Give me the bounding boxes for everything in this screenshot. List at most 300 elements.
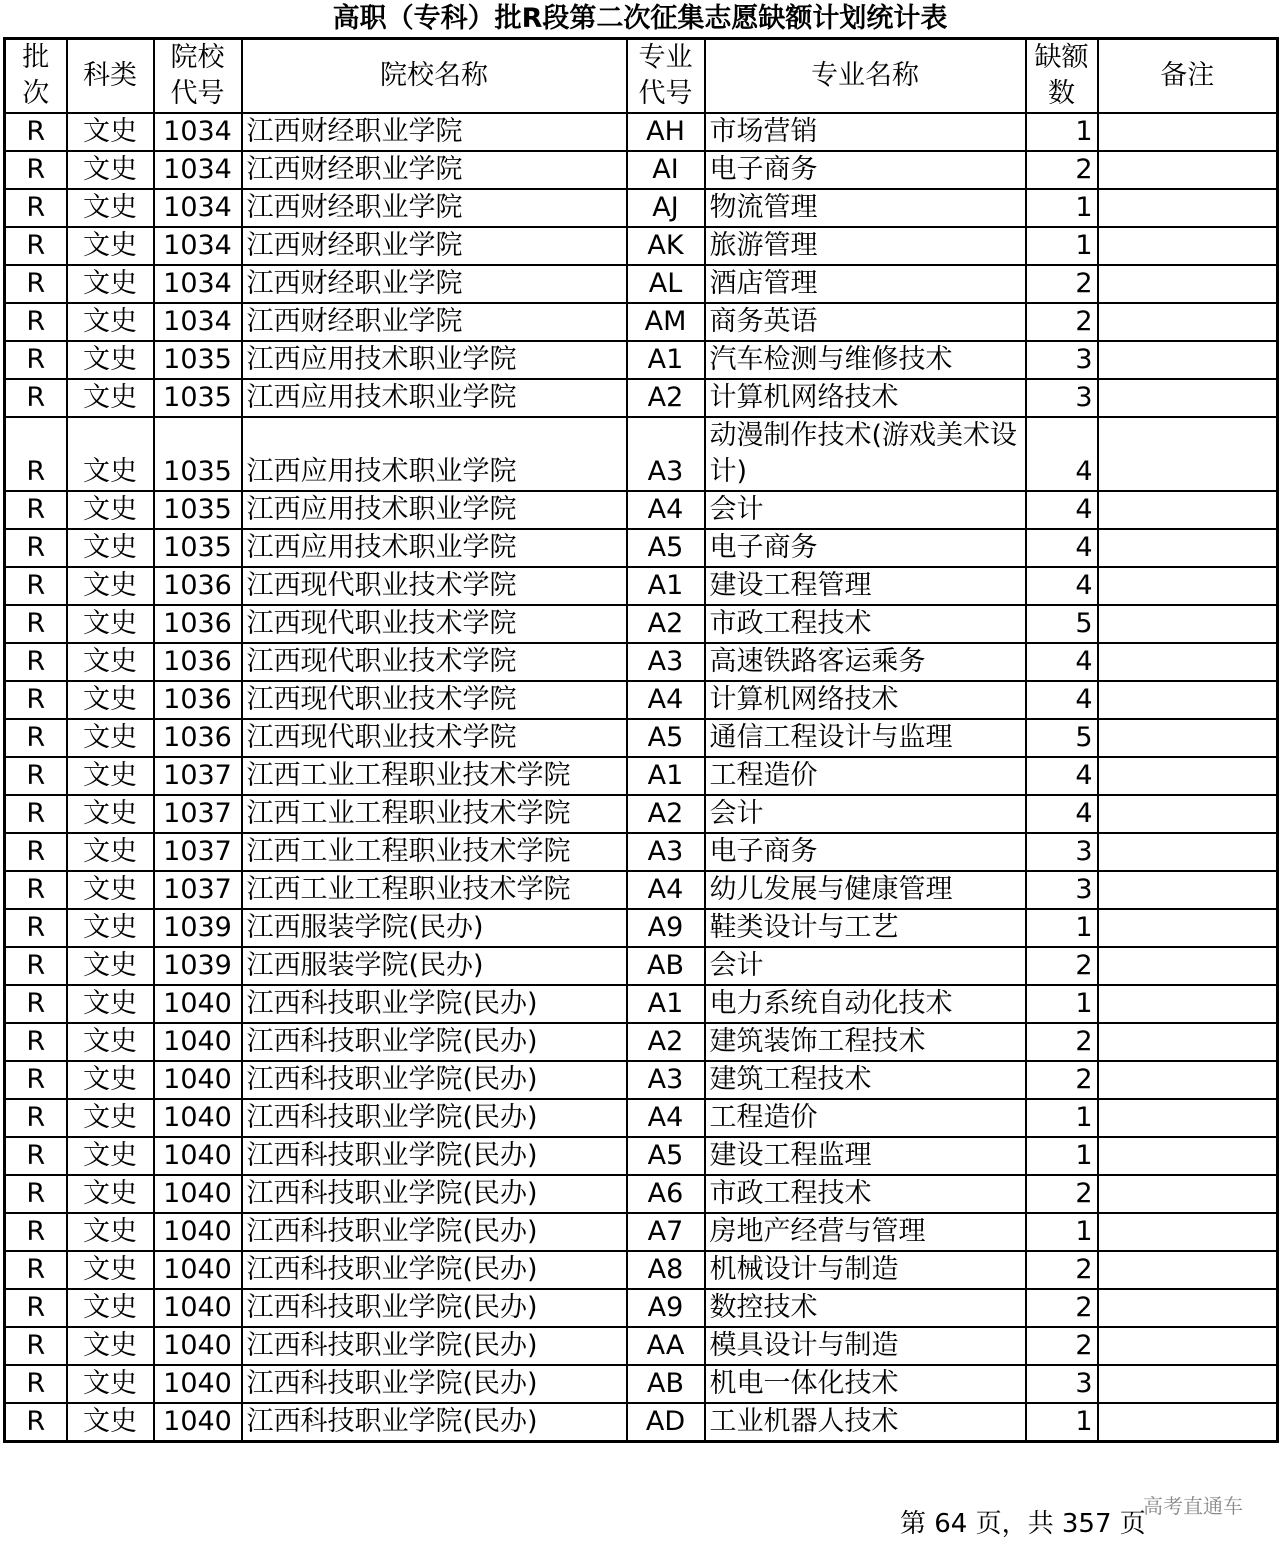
cell-vacancy: 5 bbox=[1026, 605, 1098, 643]
table-row bbox=[5, 1175, 1278, 1213]
cell-batch: R bbox=[5, 1175, 67, 1213]
table-row bbox=[5, 491, 1278, 529]
cell-category: 文史 bbox=[67, 529, 154, 567]
cell-vacancy: 3 bbox=[1026, 1365, 1098, 1403]
cell-category: 文史 bbox=[67, 1099, 154, 1137]
cell-vacancy: 4 bbox=[1026, 491, 1098, 529]
cell-school-name: 江西应用技术职业学院 bbox=[242, 341, 627, 379]
cell-school-name: 江西现代职业技术学院 bbox=[242, 643, 627, 681]
cell-major-code: A8 bbox=[627, 1251, 705, 1289]
cell-vacancy: 2 bbox=[1026, 1175, 1098, 1213]
cell-major-code: A1 bbox=[627, 341, 705, 379]
cell-school-code: 1039 bbox=[154, 947, 242, 985]
cell-school-name: 江西科技职业学院(民办) bbox=[242, 1213, 627, 1251]
cell-school-name: 江西科技职业学院(民办) bbox=[242, 1327, 627, 1365]
cell-major-name: 计算机网络技术 bbox=[705, 379, 1026, 417]
cell-major-name: 数控技术 bbox=[705, 1289, 1026, 1327]
cell-vacancy: 2 bbox=[1026, 1251, 1098, 1289]
cell-major-name: 旅游管理 bbox=[705, 227, 1026, 265]
cell-major-name: 会计 bbox=[705, 491, 1026, 529]
cell-vacancy: 1 bbox=[1026, 1099, 1098, 1137]
cell-major-code: A3 bbox=[627, 643, 705, 681]
header-row bbox=[5, 39, 1278, 114]
cell-school-code: 1040 bbox=[154, 1137, 242, 1175]
cell-remarks bbox=[1098, 1365, 1278, 1403]
table-row bbox=[5, 719, 1278, 757]
cell-category: 文史 bbox=[67, 1137, 154, 1175]
cell-category: 文史 bbox=[67, 985, 154, 1023]
cell-remarks bbox=[1098, 1327, 1278, 1365]
cell-major-name: 市政工程技术 bbox=[705, 1175, 1026, 1213]
cell-school-name: 江西现代职业技术学院 bbox=[242, 605, 627, 643]
table-row bbox=[5, 265, 1278, 303]
cell-major-code: A4 bbox=[627, 491, 705, 529]
cell-vacancy: 2 bbox=[1026, 1327, 1098, 1365]
cell-remarks bbox=[1098, 189, 1278, 227]
cell-major-code: AB bbox=[627, 1365, 705, 1403]
cell-category: 文史 bbox=[67, 909, 154, 947]
cell-school-name: 江西现代职业技术学院 bbox=[242, 719, 627, 757]
cell-vacancy: 2 bbox=[1026, 1023, 1098, 1061]
cell-school-name: 江西服装学院(民办) bbox=[242, 947, 627, 985]
cell-category: 文史 bbox=[67, 757, 154, 795]
cell-school-name: 江西应用技术职业学院 bbox=[242, 379, 627, 417]
cell-vacancy: 3 bbox=[1026, 833, 1098, 871]
cell-batch: R bbox=[5, 113, 67, 151]
cell-remarks bbox=[1098, 757, 1278, 795]
cell-school-name: 江西科技职业学院(民办) bbox=[242, 1175, 627, 1213]
cell-school-name: 江西财经职业学院 bbox=[242, 303, 627, 341]
cell-school-name: 江西财经职业学院 bbox=[242, 265, 627, 303]
cell-batch: R bbox=[5, 643, 67, 681]
cell-remarks bbox=[1098, 1137, 1278, 1175]
cell-batch: R bbox=[5, 1023, 67, 1061]
cell-batch: R bbox=[5, 795, 67, 833]
cell-category: 文史 bbox=[67, 227, 154, 265]
cell-school-code: 1040 bbox=[154, 1289, 242, 1327]
cell-category: 文史 bbox=[67, 113, 154, 151]
cell-school-code: 1040 bbox=[154, 985, 242, 1023]
cell-category: 文史 bbox=[67, 871, 154, 909]
cell-school-code: 1034 bbox=[154, 151, 242, 189]
cell-remarks bbox=[1098, 1175, 1278, 1213]
cell-remarks bbox=[1098, 491, 1278, 529]
table-row bbox=[5, 341, 1278, 379]
table-row bbox=[5, 757, 1278, 795]
cell-category: 文史 bbox=[67, 1023, 154, 1061]
cell-category: 文史 bbox=[67, 833, 154, 871]
cell-category: 文史 bbox=[67, 1213, 154, 1251]
cell-school-code: 1040 bbox=[154, 1403, 242, 1442]
cell-category: 文史 bbox=[67, 605, 154, 643]
cell-school-name: 江西科技职业学院(民办) bbox=[242, 1137, 627, 1175]
watermark: 高考直通车 bbox=[1143, 1494, 1243, 1518]
cell-major-code: AK bbox=[627, 227, 705, 265]
cell-school-name: 江西应用技术职业学院 bbox=[242, 417, 627, 491]
cell-batch: R bbox=[5, 1403, 67, 1442]
cell-batch: R bbox=[5, 947, 67, 985]
cell-batch: R bbox=[5, 605, 67, 643]
cell-category: 文史 bbox=[67, 1251, 154, 1289]
cell-remarks bbox=[1098, 833, 1278, 871]
table-row bbox=[5, 303, 1278, 341]
cell-school-name: 江西现代职业技术学院 bbox=[242, 681, 627, 719]
cell-vacancy: 1 bbox=[1026, 189, 1098, 227]
cell-major-name: 房地产经营与管理 bbox=[705, 1213, 1026, 1251]
cell-remarks bbox=[1098, 303, 1278, 341]
cell-school-code: 1036 bbox=[154, 681, 242, 719]
cell-category: 文史 bbox=[67, 1289, 154, 1327]
cell-batch: R bbox=[5, 833, 67, 871]
cell-major-code: A3 bbox=[627, 833, 705, 871]
cell-remarks bbox=[1098, 719, 1278, 757]
table-row bbox=[5, 871, 1278, 909]
cell-school-code: 1034 bbox=[154, 113, 242, 151]
cell-school-name: 江西科技职业学院(民办) bbox=[242, 1365, 627, 1403]
cell-school-name: 江西财经职业学院 bbox=[242, 151, 627, 189]
cell-category: 文史 bbox=[67, 1061, 154, 1099]
cell-major-name: 建筑装饰工程技术 bbox=[705, 1023, 1026, 1061]
cell-school-name: 江西科技职业学院(民办) bbox=[242, 1289, 627, 1327]
cell-school-name: 江西工业工程职业技术学院 bbox=[242, 871, 627, 909]
table-row bbox=[5, 379, 1278, 417]
cell-major-code: A9 bbox=[627, 909, 705, 947]
cell-major-code: AI bbox=[627, 151, 705, 189]
cell-vacancy: 2 bbox=[1026, 1061, 1098, 1099]
cell-major-name: 通信工程设计与监理 bbox=[705, 719, 1026, 757]
cell-vacancy: 1 bbox=[1026, 985, 1098, 1023]
cell-batch: R bbox=[5, 757, 67, 795]
cell-major-code: A4 bbox=[627, 681, 705, 719]
cell-school-name: 江西应用技术职业学院 bbox=[242, 491, 627, 529]
cell-category: 文史 bbox=[67, 417, 154, 491]
cell-school-code: 1036 bbox=[154, 567, 242, 605]
cell-batch: R bbox=[5, 1137, 67, 1175]
cell-category: 文史 bbox=[67, 567, 154, 605]
cell-major-name: 会计 bbox=[705, 947, 1026, 985]
cell-vacancy: 4 bbox=[1026, 795, 1098, 833]
cell-remarks bbox=[1098, 795, 1278, 833]
cell-school-code: 1040 bbox=[154, 1327, 242, 1365]
cell-school-code: 1034 bbox=[154, 189, 242, 227]
cell-school-code: 1035 bbox=[154, 491, 242, 529]
cell-category: 文史 bbox=[67, 491, 154, 529]
cell-vacancy: 2 bbox=[1026, 265, 1098, 303]
cell-category: 文史 bbox=[67, 189, 154, 227]
cell-major-name: 计算机网络技术 bbox=[705, 681, 1026, 719]
cell-vacancy: 1 bbox=[1026, 909, 1098, 947]
cell-remarks bbox=[1098, 529, 1278, 567]
cell-major-name: 电力系统自动化技术 bbox=[705, 985, 1026, 1023]
cell-major-code: AD bbox=[627, 1403, 705, 1442]
cell-major-code: A1 bbox=[627, 567, 705, 605]
cell-vacancy: 1 bbox=[1026, 113, 1098, 151]
cell-batch: R bbox=[5, 303, 67, 341]
cell-vacancy: 4 bbox=[1026, 567, 1098, 605]
cell-batch: R bbox=[5, 491, 67, 529]
cell-major-code: A1 bbox=[627, 757, 705, 795]
cell-major-name: 高速铁路客运乘务 bbox=[705, 643, 1026, 681]
table-row bbox=[5, 795, 1278, 833]
cell-category: 文史 bbox=[67, 1327, 154, 1365]
cell-school-name: 江西财经职业学院 bbox=[242, 189, 627, 227]
cell-school-code: 1037 bbox=[154, 757, 242, 795]
cell-school-code: 1040 bbox=[154, 1365, 242, 1403]
cell-vacancy: 4 bbox=[1026, 529, 1098, 567]
cell-batch: R bbox=[5, 529, 67, 567]
cell-batch: R bbox=[5, 1251, 67, 1289]
cell-remarks bbox=[1098, 1251, 1278, 1289]
cell-major-name: 会计 bbox=[705, 795, 1026, 833]
cell-school-code: 1037 bbox=[154, 871, 242, 909]
cell-school-name: 江西财经职业学院 bbox=[242, 113, 627, 151]
cell-category: 文史 bbox=[67, 379, 154, 417]
cell-major-name: 模具设计与制造 bbox=[705, 1327, 1026, 1365]
cell-school-name: 江西科技职业学院(民办) bbox=[242, 985, 627, 1023]
table-row bbox=[5, 605, 1278, 643]
cell-batch: R bbox=[5, 1099, 67, 1137]
table-row bbox=[5, 529, 1278, 567]
cell-school-name: 江西科技职业学院(民办) bbox=[242, 1251, 627, 1289]
table-row bbox=[5, 1061, 1278, 1099]
cell-school-name: 江西科技职业学院(民办) bbox=[242, 1061, 627, 1099]
cell-major-name: 商务英语 bbox=[705, 303, 1026, 341]
cell-category: 文史 bbox=[67, 643, 154, 681]
cell-major-name: 工业机器人技术 bbox=[705, 1403, 1026, 1442]
cell-major-name: 电子商务 bbox=[705, 529, 1026, 567]
cell-major-code: AA bbox=[627, 1327, 705, 1365]
cell-school-code: 1035 bbox=[154, 341, 242, 379]
cell-vacancy: 1 bbox=[1026, 227, 1098, 265]
cell-school-code: 1040 bbox=[154, 1061, 242, 1099]
table-row bbox=[5, 1289, 1278, 1327]
cell-major-name: 酒店管理 bbox=[705, 265, 1026, 303]
table-row bbox=[5, 1327, 1278, 1365]
header-remarks: 备注 bbox=[1098, 39, 1278, 114]
cell-major-code: A2 bbox=[627, 795, 705, 833]
cell-category: 文史 bbox=[67, 265, 154, 303]
cell-category: 文史 bbox=[67, 1365, 154, 1403]
cell-vacancy: 2 bbox=[1026, 151, 1098, 189]
cell-major-name: 鞋类设计与工艺 bbox=[705, 909, 1026, 947]
cell-major-name: 工程造价 bbox=[705, 757, 1026, 795]
cell-batch: R bbox=[5, 1061, 67, 1099]
cell-remarks bbox=[1098, 947, 1278, 985]
cell-vacancy: 5 bbox=[1026, 719, 1098, 757]
cell-major-code: A1 bbox=[627, 985, 705, 1023]
table-row bbox=[5, 1137, 1278, 1175]
cell-vacancy: 3 bbox=[1026, 379, 1098, 417]
document-title: 高职（专科）批R段第二次征集志愿缺额计划统计表 bbox=[332, 3, 948, 34]
cell-batch: R bbox=[5, 871, 67, 909]
table-row bbox=[5, 1365, 1278, 1403]
cell-remarks bbox=[1098, 341, 1278, 379]
cell-school-name: 江西应用技术职业学院 bbox=[242, 529, 627, 567]
cell-major-code: A2 bbox=[627, 605, 705, 643]
cell-major-name: 建筑工程技术 bbox=[705, 1061, 1026, 1099]
cell-major-name: 建设工程监理 bbox=[705, 1137, 1026, 1175]
table-row bbox=[5, 113, 1278, 151]
table-row bbox=[5, 681, 1278, 719]
header-school-name: 院校名称 bbox=[242, 39, 627, 114]
cell-vacancy: 1 bbox=[1026, 1213, 1098, 1251]
cell-category: 文史 bbox=[67, 151, 154, 189]
table-row bbox=[5, 1403, 1278, 1442]
table-row bbox=[5, 227, 1278, 265]
cell-remarks bbox=[1098, 1289, 1278, 1327]
cell-remarks bbox=[1098, 567, 1278, 605]
cell-school-code: 1035 bbox=[154, 417, 242, 491]
table-row bbox=[5, 1099, 1278, 1137]
cell-batch: R bbox=[5, 719, 67, 757]
cell-major-code: AH bbox=[627, 113, 705, 151]
header-major-code: 专业代号 bbox=[627, 39, 705, 114]
cell-vacancy: 2 bbox=[1026, 947, 1098, 985]
cell-remarks bbox=[1098, 379, 1278, 417]
cell-school-name: 江西现代职业技术学院 bbox=[242, 567, 627, 605]
cell-major-code: A5 bbox=[627, 529, 705, 567]
cell-major-code: A5 bbox=[627, 1137, 705, 1175]
cell-remarks bbox=[1098, 1403, 1278, 1442]
cell-major-code: A9 bbox=[627, 1289, 705, 1327]
cell-remarks bbox=[1098, 605, 1278, 643]
cell-vacancy: 4 bbox=[1026, 757, 1098, 795]
cell-major-name: 电子商务 bbox=[705, 151, 1026, 189]
table-row bbox=[5, 567, 1278, 605]
cell-major-code: AJ bbox=[627, 189, 705, 227]
cell-major-code: A4 bbox=[627, 871, 705, 909]
cell-category: 文史 bbox=[67, 719, 154, 757]
cell-batch: R bbox=[5, 681, 67, 719]
cell-major-code: AB bbox=[627, 947, 705, 985]
table-row bbox=[5, 909, 1278, 947]
cell-school-name: 江西科技职业学院(民办) bbox=[242, 1099, 627, 1137]
cell-batch: R bbox=[5, 567, 67, 605]
cell-batch: R bbox=[5, 189, 67, 227]
cell-batch: R bbox=[5, 227, 67, 265]
cell-remarks bbox=[1098, 871, 1278, 909]
table-row bbox=[5, 151, 1278, 189]
header-vacancy: 缺额数 bbox=[1026, 39, 1098, 114]
table-row bbox=[5, 985, 1278, 1023]
cell-major-code: A5 bbox=[627, 719, 705, 757]
cell-school-code: 1040 bbox=[154, 1251, 242, 1289]
header-school-code: 院校代号 bbox=[154, 39, 242, 114]
cell-vacancy: 4 bbox=[1026, 417, 1098, 491]
cell-major-name: 市场营销 bbox=[705, 113, 1026, 151]
cell-remarks bbox=[1098, 265, 1278, 303]
cell-batch: R bbox=[5, 1365, 67, 1403]
cell-school-name: 江西财经职业学院 bbox=[242, 227, 627, 265]
cell-remarks bbox=[1098, 417, 1278, 491]
cell-school-code: 1037 bbox=[154, 833, 242, 871]
cell-remarks bbox=[1098, 643, 1278, 681]
header-batch: 批次 bbox=[5, 39, 67, 114]
table-row bbox=[5, 1213, 1278, 1251]
cell-major-code: AL bbox=[627, 265, 705, 303]
cell-major-code: A7 bbox=[627, 1213, 705, 1251]
cell-vacancy: 4 bbox=[1026, 643, 1098, 681]
cell-major-code: A2 bbox=[627, 1023, 705, 1061]
cell-remarks bbox=[1098, 227, 1278, 265]
cell-school-name: 江西服装学院(民办) bbox=[242, 909, 627, 947]
cell-category: 文史 bbox=[67, 341, 154, 379]
cell-remarks bbox=[1098, 1023, 1278, 1061]
table-row bbox=[5, 1023, 1278, 1061]
table-row bbox=[5, 417, 1278, 491]
cell-vacancy: 4 bbox=[1026, 681, 1098, 719]
cell-school-code: 1034 bbox=[154, 227, 242, 265]
cell-category: 文史 bbox=[67, 1175, 154, 1213]
cell-remarks bbox=[1098, 985, 1278, 1023]
cell-batch: R bbox=[5, 265, 67, 303]
cell-school-name: 江西科技职业学院(民办) bbox=[242, 1403, 627, 1442]
cell-batch: R bbox=[5, 1327, 67, 1365]
cell-category: 文史 bbox=[67, 303, 154, 341]
cell-major-name: 动漫制作技术(游戏美术设计) bbox=[705, 417, 1026, 491]
cell-major-code: A2 bbox=[627, 379, 705, 417]
cell-school-code: 1040 bbox=[154, 1023, 242, 1061]
header-category: 科类 bbox=[67, 39, 154, 114]
cell-school-name: 江西工业工程职业技术学院 bbox=[242, 833, 627, 871]
quota-table bbox=[3, 37, 1279, 1443]
cell-major-code: A3 bbox=[627, 1061, 705, 1099]
cell-batch: R bbox=[5, 417, 67, 491]
cell-school-code: 1035 bbox=[154, 379, 242, 417]
cell-remarks bbox=[1098, 1099, 1278, 1137]
cell-school-name: 江西工业工程职业技术学院 bbox=[242, 757, 627, 795]
page-footer: 第 64 页，共 357 页 bbox=[900, 1509, 1146, 1539]
table-row bbox=[5, 189, 1278, 227]
cell-vacancy: 2 bbox=[1026, 1289, 1098, 1327]
cell-major-name: 机电一体化技术 bbox=[705, 1365, 1026, 1403]
cell-school-code: 1036 bbox=[154, 719, 242, 757]
cell-major-code: A4 bbox=[627, 1099, 705, 1137]
header-major-name: 专业名称 bbox=[705, 39, 1026, 114]
cell-remarks bbox=[1098, 1213, 1278, 1251]
cell-batch: R bbox=[5, 1213, 67, 1251]
cell-school-code: 1035 bbox=[154, 529, 242, 567]
cell-school-code: 1040 bbox=[154, 1213, 242, 1251]
cell-school-code: 1039 bbox=[154, 909, 242, 947]
cell-major-code: AM bbox=[627, 303, 705, 341]
cell-major-name: 市政工程技术 bbox=[705, 605, 1026, 643]
table-row bbox=[5, 1251, 1278, 1289]
cell-batch: R bbox=[5, 151, 67, 189]
table-row bbox=[5, 833, 1278, 871]
cell-school-code: 1036 bbox=[154, 643, 242, 681]
cell-school-code: 1034 bbox=[154, 265, 242, 303]
cell-major-name: 建设工程管理 bbox=[705, 567, 1026, 605]
cell-school-name: 江西工业工程职业技术学院 bbox=[242, 795, 627, 833]
cell-major-name: 物流管理 bbox=[705, 189, 1026, 227]
cell-major-name: 汽车检测与维修技术 bbox=[705, 341, 1026, 379]
cell-batch: R bbox=[5, 341, 67, 379]
cell-major-code: A3 bbox=[627, 417, 705, 491]
cell-remarks bbox=[1098, 909, 1278, 947]
cell-school-code: 1040 bbox=[154, 1099, 242, 1137]
cell-remarks bbox=[1098, 1061, 1278, 1099]
cell-major-code: A6 bbox=[627, 1175, 705, 1213]
cell-major-name: 电子商务 bbox=[705, 833, 1026, 871]
cell-school-code: 1037 bbox=[154, 795, 242, 833]
cell-school-code: 1040 bbox=[154, 1175, 242, 1213]
cell-batch: R bbox=[5, 909, 67, 947]
cell-major-name: 工程造价 bbox=[705, 1099, 1026, 1137]
cell-major-name: 幼儿发展与健康管理 bbox=[705, 871, 1026, 909]
cell-batch: R bbox=[5, 379, 67, 417]
cell-remarks bbox=[1098, 681, 1278, 719]
